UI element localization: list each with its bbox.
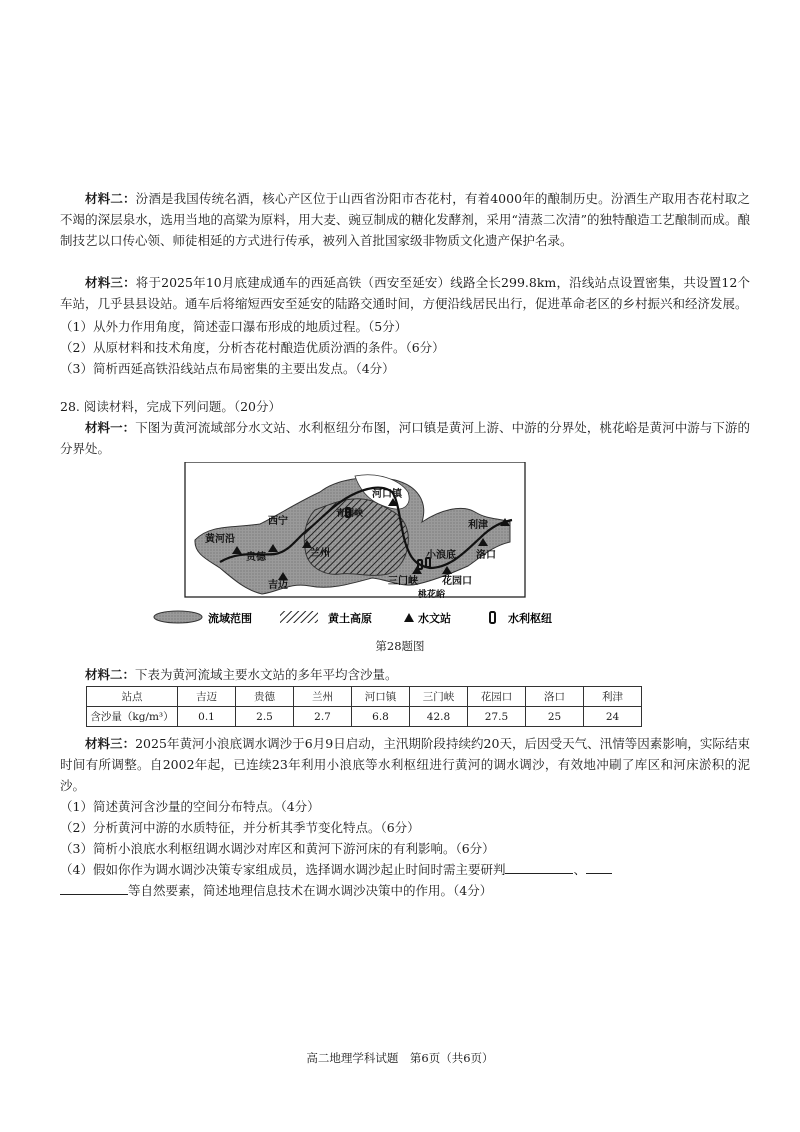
label-luokou: 洛口 [476,550,496,561]
table-cell: 42.8 [410,707,468,727]
label-jimai: 吉迈 [268,580,288,591]
q28-1: （1）简述黄河含沙量的空间分布特点。（4分） [60,799,320,814]
table-cell: 站点 [87,687,178,707]
q28-4-text-part1: （4）假如你作为调水调沙决策专家组成员，选择调水调沙起止时间时需主要研判 [60,862,506,877]
q28-4-separator: 、 [573,862,586,877]
page-footer: 高二地理学科试题 第6页（共6页） [306,1051,494,1065]
label-lanzhou: 兰州 [310,548,330,559]
material3-title: 材料三： [85,275,136,290]
answer-blank-2[interactable] [60,880,128,895]
table-cell: 利津 [584,687,642,707]
q28-material3-paragraph [60,733,750,796]
legend-basin-label: 流域范围 [208,612,252,625]
legend-station-icon [404,613,414,622]
table-cell: 2.7 [294,707,352,727]
table-cell: 花园口 [468,687,526,707]
q28-material3-title: 材料三： [85,736,136,751]
legend-loess-label: 黄土高原 [328,612,372,625]
q28-material3-text: 2025年黄河小浪底调水调沙于6月9日启动，主汛期阶段持续约20天，后因受天气、汛情等因素影响，实际结束时间有所调整。自2002年起，已连续23年利用小浪底等水利枢纽进行黄河的调水调沙，有效地冲刷了库区和河床淤积的泥沙。 [60,736,750,793]
material2-paragraph [60,188,750,251]
label-huangheyan: 黄河沿 [205,534,235,545]
q28-2: （2）分析黄河中游的水质特征，并分析其季节变化特点。（6分） [60,820,420,835]
legend-hub-icon [490,612,495,623]
label-lijin: 利津 [468,520,488,531]
q28-material2-paragraph [60,664,750,685]
table-cell: 河口镇 [352,687,410,707]
material2-title: 材料二： [85,191,136,206]
label-sanmenxia: 三门峡 [388,576,418,587]
answer-blank-2-start[interactable] [586,859,612,874]
q28-3: （3）简析小浪底水利枢纽调水调沙对库区和黄河下游河床的有利影响。（6分） [60,841,495,856]
q28-material1-paragraph [60,417,750,459]
table-cell: 27.5 [468,707,526,727]
q27-3: （3）简析西延高铁沿线站点布局密集的主要出发点。（4分） [60,361,395,376]
yellow-river-map [150,462,580,637]
table-cell: 24 [584,707,642,727]
q28-header: 28. 阅读材料，完成下列问题。（20分） [60,399,282,414]
label-taohuayu: 桃花峪 [418,590,446,600]
q28-material1-title: 材料一： [85,420,136,435]
answer-blank-1[interactable] [505,859,573,874]
label-hekouzhen: 河口镇 [372,489,402,500]
label-xining: 西宁 [268,516,288,527]
table-cell: 25 [526,707,584,727]
q28-4-continued [60,880,750,901]
table-cell: 6.8 [352,707,410,727]
sediment-table [86,686,642,727]
legend-hub-label: 水利枢纽 [508,612,552,625]
q28-4-text-part2: 等自然要素，简述地理信息技术在调水调沙决策中的作用。（4分） [128,883,493,898]
q28-material2-title: 材料二： [85,667,136,682]
table-cell: 吉迈 [178,687,236,707]
legend-station-label: 水文站 [418,612,451,625]
q28-material1-text: 下图为黄河流域部分水文站、水利枢纽分布图，河口镇是黄河上游、中游的分界处，桃花峪是黄河中游与下游的分界处。 [60,420,750,456]
table-cell: 0.1 [178,707,236,727]
label-huayuankou: 花园口 [442,576,472,587]
figure-caption: 第28题图 [375,639,425,653]
table-row [87,707,642,727]
table-cell: 含沙量（kg/m³） [87,707,178,727]
q28-material2-text: 下表为黄河流域主要水文站的多年平均含沙量。 [135,667,398,682]
material3-text: 将于2025年10月底建成通车的西延高铁（西安至延安）线路全长299.8km，沿线站点设置密集，共设置12个车站，几乎县县设站。通车后将缩短西安至延安的陆路交通时间，方便沿线居民出行，促进革命老区的乡村振兴和经济发展。 [60,275,750,311]
table-header-row [87,687,642,707]
q27-2: （2）从原材料和技术角度，分析杏花村酿造优质汾酒的条件。（6分） [60,340,445,355]
label-qingtongxia: 青铜峡 [336,509,364,519]
label-guide: 贵德 [246,552,266,563]
table-cell: 兰州 [294,687,352,707]
q28-4 [60,859,750,880]
legend-basin-icon [154,611,202,623]
material2-text: 汾酒是我国传统名酒，核心产区位于山西省汾阳市杏花村，有着4000年的酿制历史。汾酒生产取用杏花村取之不竭的深层泉水，选用当地的高粱为原料，用大麦、豌豆制成的糖化发酵剂，采用“清蒸二次清”的独特酿造工艺酿制而成。酿制技艺以口传心领、师徒相延的方式进行传承，被列入首批国家级非物质文化遗产保护名录。 [60,191,750,248]
table-cell: 三门峡 [410,687,468,707]
q27-1: （1）从外力作用角度，简述壶口瀑布形成的地质过程。（5分） [60,319,408,334]
table-cell: 洛口 [526,687,584,707]
table-cell: 贵德 [236,687,294,707]
table-cell: 2.5 [236,707,294,727]
material3-paragraph [60,272,750,314]
label-xiaolangdi: 小浪底 [426,550,456,561]
legend-loess-icon [280,611,318,623]
